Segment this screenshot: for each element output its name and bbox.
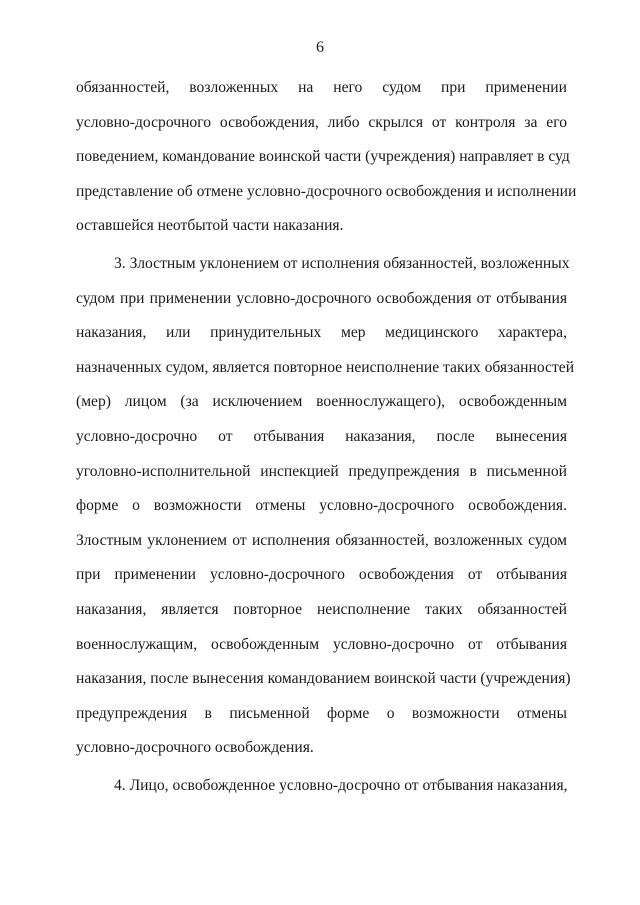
document-body <box>76 71 577 803</box>
paragraph-4 <box>76 769 567 804</box>
text-line: условно-досрочного освобождения, либо скрылся от контроля за его <box>76 113 567 131</box>
text-line: уголовно-исполнительной инспекцией предупреждения в письменной <box>76 462 567 480</box>
text-line: 4. Лицо, освобожденное условно-досрочно от отбывания наказания, <box>114 776 568 794</box>
text-line: наказания, после вынесения командованием воинской части (учреждения) <box>76 670 571 688</box>
text-line: судом при применении условно-досрочного освобождения от отбывания <box>76 289 567 307</box>
page-number: 6 <box>316 39 324 56</box>
paragraph-continuation <box>76 71 577 244</box>
text-line: оставшейся неотбытой части наказания. <box>76 217 344 235</box>
text-line: назначенных судом, является повторное неисполнение таких обязанностей <box>76 358 575 376</box>
text-line: форме о возможности отмены условно-досрочного освобождения. <box>76 497 567 515</box>
text-line: предупреждения в письменной форме о возможности отмены <box>76 704 567 722</box>
text-line: при применении условно-досрочного освобождения от отбывания <box>76 566 567 584</box>
paragraph-3 <box>76 247 575 766</box>
text-line: обязанностей, возложенных на него судом при применении <box>76 79 567 96</box>
text-line: представление об отмене условно-досрочного освобождения и исполнении <box>76 182 577 200</box>
text-line: 3. Злостным уклонением от исполнения обязанностей, возложенных <box>114 254 570 272</box>
text-line: Злостным уклонением от исполнения обязанностей, возложенных судом <box>76 531 567 549</box>
text-line: военнослужащим, освобожденным условно-досрочно от отбывания <box>76 635 567 653</box>
text-line: условно-досрочно от отбывания наказания, после вынесения <box>76 427 567 445</box>
text-line: поведением, командование воинской части (учреждения) направляет в суд <box>76 148 570 166</box>
text-line: наказания, или принудительных мер медицинского характера, <box>76 324 567 342</box>
text-line: (мер) лицом (за исключением военнослужащего), освобожденным <box>76 393 567 411</box>
text-line: наказания, является повторное неисполнение таких обязанностей <box>76 600 567 618</box>
text-line: условно-досрочного освобождения. <box>76 739 314 757</box>
